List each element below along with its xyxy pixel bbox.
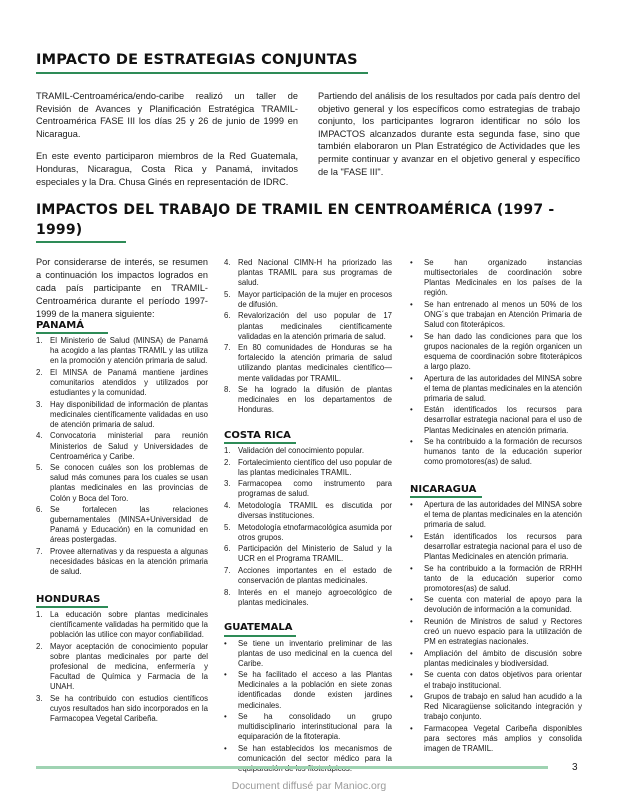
heading-costa-rica: COSTA RICA [224,429,291,441]
list-item: 2. El MINSA de Panamá mantiene jardines comunitarios atendidos y utilizados por estudiantes y la comunidad. [36,367,208,398]
intro-paragraph: TRAMIL-Centroamérica/endo-caribe realizó un taller de Revisión de Avances y Planificación Estratégica TRAMIL-Centroamérica FASE III los días 25 y 26 de junio de 1999 en Nicaragua. [36,91,298,139]
title-underline [36,72,368,74]
list-item: 5. Mayor participación de la mujer en procesos de difusión. [224,289,392,309]
list-item: 8. Interés en el manejo agroecológico de plantas medicinales. [224,587,392,607]
intro-paragraph: Partiendo del análisis de los resultados por cada país dentro del objetivo general y los específicos como estrategias de trabajo conjunto, los participantes lograron identificar no sólo los IMPACTOS alcanzados durante esta segunda fase, sino que también elaboraron un Plan Estratégico de Actividades que les permite continuar y avanzar en el objetivo general y específico de la "FASE III". [318,91,580,177]
list-item: • Ampliación del ámbito de discusión sobre plantas medicinales y biodiversidad. [410,648,582,668]
list-item: • Reunión de Ministros de salud y Rectores creó un nuevo espacio para la utilización de PM en estrategias nacionales. [410,617,582,647]
list-item: 3. Farmacopea como instrumento para programas de salud. [224,479,392,499]
list-item: 4. Red Nacional CIMN-H ha priorizado las plantas TRAMIL para sus programas de salud. [224,258,392,288]
list-item: 7. Provee alternativas y da respuesta a algunas necesidades básicas en la atención primaria de salud. [36,546,208,577]
guatemala-list [224,639,392,775]
list-item: 6. Se fortalecen las relaciones gubernamentales (MINSA+Universidad de Panamá y Educación) en la comunidad en áreas postergadas. [36,505,208,545]
list-item: • Se han dado las condiciones para que los grupos nacionales de la región organicen un esquema de coordinación sobre fitoterápicos a largo plazo. [410,331,582,371]
heading-underline [224,442,296,444]
list-item: • Se ha facilitado el acceso a las Plantas Medicinales a la población en siete zonas identificadas donde existen jardines medicinales. [224,670,392,710]
list-item: 7. En 80 comunidades de Honduras se ha fortalecido la atención primaria de salud utilizando plantas medicinales científico—mente validadas por TRAMIL. [224,343,392,383]
intro-paragraph: En este evento participaron miembros de la Red Guatemala, Honduras, Nicaragua, Costa Rica y Panamá, invitados especiales y la Dra. Chusa Ginés en representación de IDRC. [36,151,298,187]
footer-rule [36,766,548,769]
list-item: • Se han entrenado al menos un 50% de los ONG´s que trabajan en Atención Primaria de Salud con fitoterápicos. [410,299,582,330]
honduras-list-continued [224,258,392,415]
honduras-list [36,610,208,724]
general-list [410,258,582,467]
list-item: • Se cuenta con datos objetivos para orientar el trabajo institucional. [410,670,582,690]
column-1 [36,256,208,725]
section-title-impacto: IMPACTO DE ESTRATEGIAS CONJUNTAS [36,52,358,68]
heading-nicaragua: NICARAGUA [410,483,477,495]
list-item: 4. Metodología TRAMIL es discutida por diversas instituciones. [224,500,392,521]
list-item: • Están identificados los recursos para desarrollar estrategia nacional para el uso de Plantas Medicinales en atención primaria. [410,405,582,435]
costa-rica-list [224,446,392,608]
list-item: 5. Metodología etnofarmacológica asumida por otros grupos. [224,522,392,542]
list-item: • Se han establecidos los mecanismos de comunicación del sector médico para la [224,743,392,764]
list-item: • Farmacopea Vegetal Caribeña disponibles para sectores más amplios y consolida imagen de TRAMIL. [410,723,582,754]
list-item: • Se ha contribuido a la formación de RRHH tanto de la educación superior como promotores(as) de salud. [410,563,582,593]
heading-panama: PANAMÁ [36,320,84,331]
intro-left-column [36,90,298,198]
intro-right-column [318,90,580,188]
list-item: 7. Acciones importantes en el estado de conservación de plantas medicinales. [224,566,392,586]
list-item: 6. Revalorización del uso popular de 17 plantas medicinales científicamente validadas en la atención primaria de salud. [224,311,392,341]
list-item: • Grupos de trabajo en salud han acudido a la Red Nicaragüense solicitando integración y trabajo conjunto. [410,692,582,722]
heading-underline [36,332,108,334]
list-item: 5. Se conocen cuáles son los problemas de salud más comunes para los cuales se usan plantas medicinales en las provincias de Colón y Boca del Toro. [36,463,208,503]
list-item: • Se tiene un inventario preliminar de las plantas de uso medicinal en la cuenca del Caribe. [224,638,392,668]
list-item: 3. Se ha contribuido con estudios científicos cuyos resultados han sido incorporados en la Farmacopea Vegetal Caribeña. [36,693,208,723]
column-3 [410,258,582,756]
heading-underline [36,606,108,608]
heading-guatemala: GUATEMALA [224,622,293,634]
list-item: • Apertura de las autoridades del MINSA sobre el tema de plantas medicinales en la atención primaria de salud. [410,499,582,530]
list-item: 3. Hay disponibilidad de información de plantas medicinales científicamente validadas en uso de atención primaria de salud. [36,399,208,429]
list-item: • Están identificados los recursos para desarrollar estrategia nacional para el uso de Plantas Medicinales en atención primaria. [410,531,582,561]
section-title-impactos: IMPACTOS DEL TRABAJO DE TRAMIL EN CENTROAMÉRICA (1997 - 1999) [36,202,555,238]
list-item: • Se han organizado instancias multisectoriales de coordinación sobre Plantas Medicinales en los países de la región. [410,258,582,298]
column-2 [224,258,392,776]
list-item: 2. Mayor aceptación de conocimiento popular sobre plantas medicinales por parte del profesional de medicina, enfermería y Facultad de Química y Farmacia de la UNAH. [36,641,208,691]
nicaragua-list [410,500,582,754]
list-item: 4. Convocatoria ministerial para reunión Ministerios de Salud y Universidades de Centroamérica y Caribe. [36,431,208,461]
list-item: • Se cuenta con material de apoyo para la devolución de información a la comunidad. [410,595,582,615]
list-item: • Apertura de las autoridades del MINSA sobre el tema de plantas medicinales en la atención primaria de salud. [410,373,582,403]
list-item: • Se ha contribuido a la formación de recursos humanos tanto de la educación superior como promotores(as) de salud. [410,437,582,467]
list-item: 8. Se ha logrado la difusión de plantas medicinales en los departamentos de Honduras. [224,385,392,415]
lead-paragraph: Por considerarse de interés, se resumen a continuación los impactos logrados en cada país participante en TRAMIL-Centroamérica durante el período 1997-1999 de la manera siguiente: [36,257,208,319]
list-item: 1. Validación del conocimiento popular. [224,446,364,455]
list-item: 1. El Ministerio de Salud (MINSA) de Panamá ha acogido a las plantas TRAMIL y las utiliza en la promoción y atención primaria de salud. [36,336,208,366]
heading-underline [410,496,482,498]
list-item: 1. La educación sobre plantas medicinales científicamente validadas ha permitido que la población las utilice con mayor confiabilidad. [36,609,208,640]
list-item: 6. Participación del Ministerio de Salud y la UCR en el Programa TRAMIL. [224,544,392,564]
heading-underline [224,635,296,637]
panama-list [36,336,208,577]
heading-honduras: HONDURAS [36,593,101,605]
watermark: Document diffusé par Manioc.org [231,780,387,792]
list-item: • Se ha consolidado un grupo multidisciplinario interinstitucional para la equiparación de la fitoterapia. [224,712,392,742]
page-number: 3 [572,762,578,773]
title-underline [36,241,126,243]
list-item: 2. Fortalecimiento científico del uso popular de las plantas medicinales TRAMIL. [224,457,392,477]
